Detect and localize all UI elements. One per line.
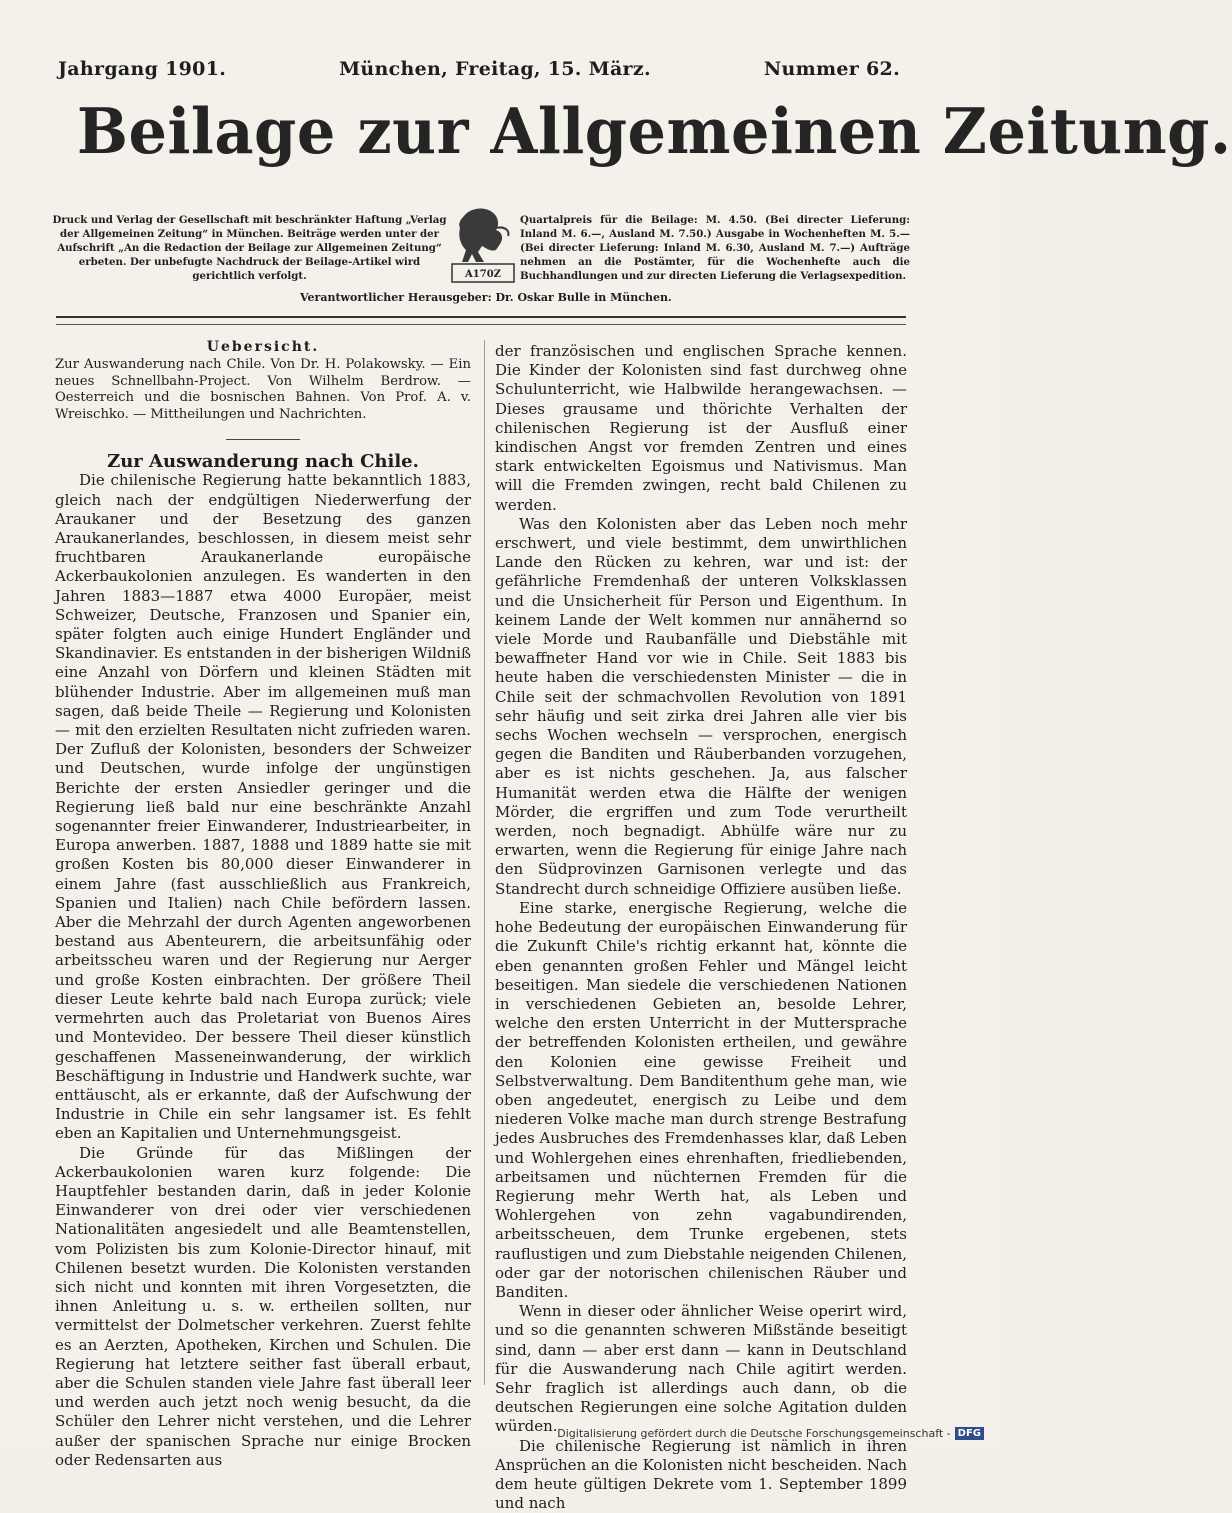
- subscription-info: Quartalpreis für die Beilage: M. 4.50. (Bei directer Lieferung: Inland M. 6.—, Ausland M. 7.50.) Ausgabe in Wochenheften M. 5.— (Bei directer Lieferung: Inland M. 6.30, Ausland M. 7.—) Aufträge nehmen an die Postämter, für die Wochenhefte auch die Buchhandlungen und zur directen Lieferung die Verlagsexpedition.: [520, 214, 910, 282]
- digitization-footer: [557, 1427, 984, 1440]
- footer-text: Digitalisierung gefördert durch die Deutsche Forschungsgemeinschaft -: [557, 1427, 951, 1440]
- issue-number: Nummer 62.: [763, 58, 900, 80]
- article-paragraph: Eine starke, energische Regierung, welche die hohe Bedeutung der europäischen Einwanderung für die Zukunft Chile's richtig erkannt hat, könnte die eben genannten großen Fehler und Mängel leicht beseitigen. Man siedele die verschiedenen Nationen in verschiedenen Gebieten an, besolde Lehrer, welche den ersten Unterricht in der Muttersprache der betreffenden Kolonisten ertheilen, und gewähre den Kolonien eine gewisse Freiheit und Selbstverwaltung. Dem Banditenthum gehe man, wie oben angedeutet, energisch zu Leibe und dem niederen Volke mache man durch strenge Bestrafung jedes Ausbruches des Fremdenhasses klar, daß Leben und Wohlergehen eines ehrenhaften, friedliebenden, arbeitsamen und nüchternen Fremden für die Regierung mehr Werth hat, als Leben und Wohlergehen von zehn vagabundirenden, arbeitsscheuen, dem Trunke ergebenen, stets rauflustigen und zum Diebstahle neigenden Chilenen, oder gar der notorischen chilenischen Räuber und Banditen.: [495, 898, 907, 1301]
- publisher-info: Druck und Verlag der Gesellschaft mit beschränkter Haftung „Verlag der Allgemeinen Zeitung“ in München. Beiträge werden unter der Aufschrift „An die Redaction der Beilage zur Allgemeinen Zeitung“ erbeten. Der unbefugte Nachdruck der Beilage-Artikel wird gerichtlich verfolgt.: [52, 214, 447, 282]
- article-paragraph: Wenn in dieser oder ähnlicher Weise operirt wird, und so die genannten schweren Mißstände beseitigt sind, dann — aber erst dann — kann in Deutschland für die Auswanderung nach Chile agitirt werden. Sehr fraglich ist allerdings auch dann, ob die deutschen Regierungen eine solche Agitation dulden würden.: [495, 1302, 907, 1436]
- dfg-logo: DFG: [955, 1427, 984, 1440]
- emblem-text: A170Z: [465, 269, 501, 280]
- article-paragraph: Die Gründe für das Mißlingen der Ackerbaukolonien waren kurz folgende: Die Hauptfehler bestanden darin, daß in jeder Kolonie Einwanderer von drei oder vier verschiedenen Nationalitäten angesiedelt und alle Beamtenstellen, vom Polizisten bis zum Kolonie-Director hinauf, mit Chilenen besetzt wurden. Die Kolonisten verstanden sich nicht und konnten mit ihren Vorgesetzten, die ihnen Anleitung u. s. w. ertheilen sollten, nur vermittelst der Dolmetscher verkehren. Zuerst fehlte es an Aerzten, Apotheken, Kirchen und Schulen. Die Regierung hat letztere seither fast überall erbaut, aber die Schulen standen viele Jahre fast überall leer und werden auch jetzt noch wenig besucht, da die Schüler den Lehrer nicht verstehen, und die Lehrer außer der spanischen Sprache nur einige Brocken oder Redensarten aus: [55, 1143, 471, 1469]
- article-paragraph: Was den Kolonisten aber das Leben noch mehr erschwert, und viele bestimmt, dem unwirthlichen Lande den Rücken zu kehren, war und ist: der gefährliche Fremdenhaß der unteren Volksklassen und die Unsicherheit für Person und Eigenthum. In keinem Lande der Welt kommen nur annähernd so viele Morde und Raubanfälle und Diebstähle mit bewaffneter Hand vor wie in Chile. Seit 1883 bis heute haben die verschiedensten Minister — die in Chile seit der schmachvollen Revolution von 1891 sehr häufig und seit zirka drei Jahren alle vier bis sechs Wochen wechseln — versprochen, energisch gegen die Banditen und Räuberbanden vorzugehen, aber es ist nichts geschehen. Ja, aus falscher Humanität werden etwa die Hälfte der wenigen Mörder, die ergriffen und zum Tode verurtheilt werden, noch begnadigt. Abhülfe wäre nur zu erwarten, wenn die Regierung für einige Jahre nach den Südprovinzen Garnisonen verlegte und das Standrecht durch schneidige Offiziere ausüben ließe.: [495, 514, 907, 898]
- editor-line: Verantwortlicher Herausgeber: Dr. Oskar Bulle in München.: [300, 291, 672, 304]
- issue-year: Jahrgang 1901.: [58, 58, 227, 80]
- issue-date: München, Freitag, 15. März.: [339, 58, 651, 80]
- left-column: [55, 338, 471, 1470]
- masthead-title: Beilage zur Allgemeinen Zeitung.: [76, 94, 1232, 168]
- overview-text: Zur Auswanderung nach Chile. Von Dr. H. Polakowsky. — Ein neues Schnellbahn-Project. Von Wilhelm Berdrow. — Oesterreich und die bosnischen Bahnen. Von Prof. A. v. Wreischko. — Mittheilungen und Nachrichten.: [55, 357, 471, 422]
- lion-emblem-icon: [450, 206, 516, 288]
- section-divider: [226, 439, 300, 440]
- column-separator: [484, 340, 485, 1385]
- overview-title: Uebersicht.: [206, 339, 320, 355]
- issue-header: [58, 58, 900, 80]
- article-paragraph: der französischen und englischen Sprache kennen. Die Kinder der Kolonisten sind fast durchweg ohne Schulunterricht, wie Halbwilde herangewachsen. — Dieses grausame und thörichte Verhalten der chilenischen Regierung ist der Ausfluß einer kindischen Angst vor fremden Zentren und eines stark entwickelten Egoismus und Nativismus. Man will die Fremden zwingen, recht bald Chilenen zu werden.: [495, 342, 907, 514]
- header-rule: [56, 316, 906, 325]
- article-paragraph: Die chilenische Regierung ist nämlich in ihren Ansprüchen an die Kolonisten nicht bescheiden. Nach dem heute gültigen Dekrete vom 1. September 1899 und nach: [495, 1436, 907, 1513]
- right-column: [495, 342, 907, 1513]
- article-paragraph: Die chilenische Regierung hatte bekanntlich 1883, gleich nach der endgültigen Niederwerfung der Araukaner und der Besetzung des ganzen Araukanerlandes, beschlossen, in diesem meist sehr fruchtbaren Araukanerlande europäische Ackerbaukolonien anzulegen. Es wanderten in den Jahren 1883—1887 etwa 4000 Europäer, meist Schweizer, Deutsche, Franzosen und Spanier ein, später folgten auch einige Hundert Engländer und Skandinavier. Es entstanden in der bisherigen Wildniß eine Anzahl von Dörfern und kleinen Städten mit blühender Industrie. Aber im allgemeinen muß man sagen, daß beide Theile — Regierung und Kolonisten — mit den erzielten Resultaten nicht zufrieden waren. Der Zufluß der Kolonisten, besonders der Schweizer und Deutschen, wurde infolge der ungünstigen Berichte der ersten Ansiedler geringer und die Regierung ließ bald nur eine beschränkte Anzahl sogenannter freier Einwanderer, Industriearbeiter, in Europa anwerben. 1887, 1888 und 1889 hatte sie mit großen Kosten bis 80,000 dieser Einwanderer in einem Jahre (fast ausschließlich aus Frankreich, Spanien und Italien) nach Chile befördern lassen. Aber die Mehrzahl der durch Agenten angeworbenen bestand aus Abenteurern, die arbeitsunfähig oder arbeitsscheu waren und der Regierung nur Aerger und große Kosten einbrachten. Der größere Theil dieser Leute kehrte bald nach Europa zurück; viele vermehrten auch das Proletariat von Buenos Aires und Montevideo. Der bessere Theil dieser künstlich geschaffenen Masseneinwanderung, der wirklich Beschäftigung in Industrie und Handwerk suchte, war enttäuscht, als er erkannte, daß der Aufschwung der Industrie in Chile ein sehr langsamer ist. Es fehlt eben an Kapitalien und Unternehmungsgeist.: [55, 471, 471, 1143]
- article-title: Zur Auswanderung nach Chile.: [107, 451, 419, 473]
